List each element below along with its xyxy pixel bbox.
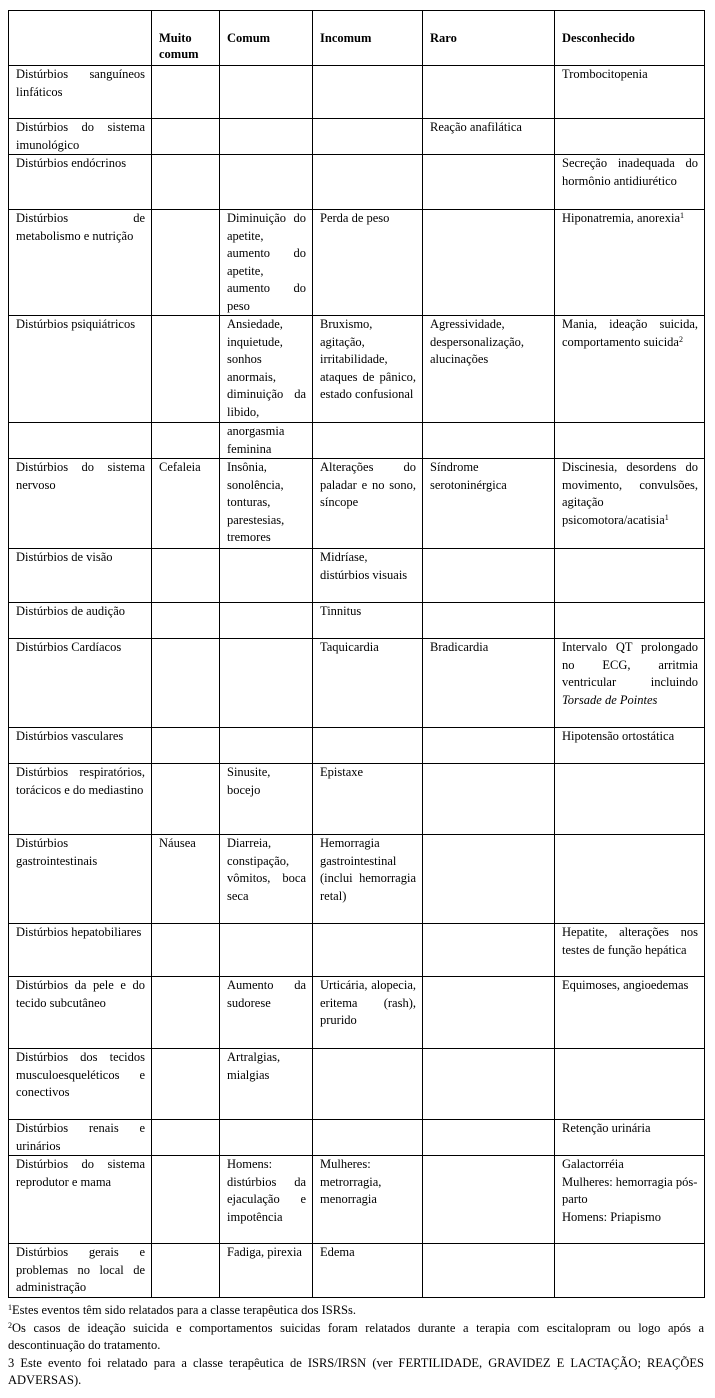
very-common-cell	[152, 66, 220, 119]
header-very-common: Muito comum	[152, 11, 220, 66]
common-cell	[220, 316, 313, 423]
cell-text: Distúrbios do sistema reprodutor e mama	[16, 1157, 145, 1189]
common-cell	[220, 155, 313, 210]
common-cell	[220, 977, 313, 1049]
table-row	[9, 835, 705, 924]
cell-text: Homens: distúrbios da ejaculação e impotência	[227, 1157, 306, 1224]
table-row	[9, 639, 705, 728]
footnote-number: 1	[8, 1303, 12, 1312]
footnote-marker: 1	[664, 512, 669, 522]
unknown-frequency-cell	[555, 924, 705, 977]
system-organ-class-cell	[9, 459, 152, 549]
uncommon-cell	[313, 1244, 423, 1298]
cell-text: Hipotensão ortostática	[562, 729, 675, 743]
unknown-frequency-cell	[555, 210, 705, 316]
cell-text: Diminuição do apetite, aumento do apetite, aumento do peso	[227, 211, 306, 313]
system-organ-class-cell	[9, 1120, 152, 1156]
unknown-frequency-cell	[555, 155, 705, 210]
cell-text: Epistaxe	[320, 765, 364, 779]
common-cell	[220, 1049, 313, 1120]
common-cell	[220, 66, 313, 119]
system-organ-class-cell	[9, 1244, 152, 1298]
cell-text: Discinesia, desordens do movimento, convulsões, agitação psicomotora/acatisia	[562, 460, 698, 527]
footnote-text: 3 Este evento foi relatado para a classe terapêutica de ISRS/IRSN (ver FERTILIDADE, GRAVIDEZ E LACTAÇÃO; REAÇÕES ADVERSAS).	[8, 1355, 704, 1387]
cell-text: Distúrbios gastrointestinais	[16, 836, 98, 868]
adverse-reactions-table	[8, 10, 705, 1298]
uncommon-cell	[313, 1156, 423, 1244]
cell-text: anorgasmia feminina	[227, 424, 285, 456]
very-common-cell	[152, 1120, 220, 1156]
common-cell	[220, 728, 313, 764]
unknown-frequency-cell	[555, 423, 705, 459]
very-common-cell	[152, 119, 220, 155]
cell-text: Edema	[320, 1245, 355, 1259]
very-common-cell	[152, 1049, 220, 1120]
table-row	[9, 1049, 705, 1120]
cell-text: Taquicardia	[320, 640, 379, 654]
system-organ-class-cell	[9, 316, 152, 423]
rare-cell	[423, 603, 555, 639]
cell-text: Aumento da sudorese	[227, 978, 306, 1010]
uncommon-cell	[313, 764, 423, 835]
cell-text: Reação anafilática	[430, 120, 522, 134]
very-common-cell	[152, 835, 220, 924]
cell-text: Mulheres: metrorragia, menorragia	[320, 1157, 382, 1206]
table-row	[9, 459, 705, 549]
uncommon-cell	[313, 549, 423, 603]
rare-cell	[423, 977, 555, 1049]
unknown-frequency-cell	[555, 835, 705, 924]
table-row	[9, 1120, 705, 1156]
cell-text: Secreção inadequada do hormônio antidiurético	[562, 156, 698, 188]
rare-cell	[423, 924, 555, 977]
very-common-cell	[152, 603, 220, 639]
common-cell	[220, 835, 313, 924]
common-cell	[220, 423, 313, 459]
uncommon-cell	[313, 1049, 423, 1120]
header-unknown: Desconhecido	[555, 11, 705, 66]
uncommon-cell	[313, 1120, 423, 1156]
footnote-text: Os casos de ideação suicida e comportamentos suicidas foram relatados durante a terapia com escitalopram ou logo após a descontinuação do tratamento.	[8, 1320, 704, 1352]
common-cell	[220, 210, 313, 316]
very-common-cell	[152, 924, 220, 977]
system-organ-class-cell	[9, 119, 152, 155]
unknown-frequency-cell	[555, 764, 705, 835]
italic-term: Torsade de Pointes	[562, 692, 658, 707]
cell-text: Bruxismo, agitação, irritabilidade, ataques de pânico, estado confusional	[320, 317, 416, 401]
cell-text: Náusea	[159, 836, 196, 850]
system-organ-class-cell	[9, 835, 152, 924]
rare-cell	[423, 639, 555, 728]
cell-text: Equimoses, angioedemas	[562, 978, 689, 992]
very-common-cell	[152, 1244, 220, 1298]
footnote-marker: 1	[680, 211, 685, 220]
common-cell	[220, 603, 313, 639]
very-common-cell	[152, 764, 220, 835]
cell-text: Distúrbios sanguíneos linfáticos	[16, 67, 145, 99]
cell-text: Perda de peso	[320, 211, 390, 225]
system-organ-class-cell	[9, 210, 152, 316]
table-header-row	[9, 11, 705, 66]
rare-cell	[423, 316, 555, 423]
uncommon-cell	[313, 66, 423, 119]
system-organ-class-cell	[9, 639, 152, 728]
cell-text: Hiponatremia, anorexia	[562, 211, 681, 225]
very-common-cell	[152, 316, 220, 423]
cell-text: Distúrbios Cardíacos	[16, 640, 122, 654]
rare-cell	[423, 423, 555, 459]
system-organ-class-cell	[9, 764, 152, 835]
cell-text: Distúrbios endócrinos	[16, 156, 127, 170]
footnote-number: 2	[8, 1320, 12, 1330]
table-row	[9, 119, 705, 155]
cell-text: Distúrbios de metabolismo e nutrição	[16, 211, 145, 243]
system-organ-class-cell	[9, 924, 152, 977]
cell-text: Trombocitopenia	[562, 67, 648, 81]
footnote	[8, 1302, 704, 1320]
very-common-cell	[152, 459, 220, 549]
cell-text: Diarreia, constipação, vômitos, boca seca	[227, 836, 306, 903]
uncommon-cell	[313, 977, 423, 1049]
very-common-cell	[152, 210, 220, 316]
rare-cell	[423, 1244, 555, 1298]
system-organ-class-cell	[9, 1156, 152, 1244]
rare-cell	[423, 66, 555, 119]
table-row	[9, 66, 705, 119]
cell-text: Alterações do paladar e no sono, síncope	[320, 460, 416, 509]
rare-cell	[423, 1156, 555, 1244]
unknown-frequency-cell	[555, 1049, 705, 1120]
very-common-cell	[152, 423, 220, 459]
table-row	[9, 549, 705, 603]
cell-line: Homens: Priapismo	[562, 1209, 661, 1224]
common-cell	[220, 1156, 313, 1244]
unknown-frequency-cell	[555, 119, 705, 155]
cell-text: Distúrbios do sistema nervoso	[16, 460, 145, 492]
common-cell	[220, 119, 313, 155]
unknown-frequency-cell	[555, 1244, 705, 1298]
table-row	[9, 155, 705, 210]
cell-text: Distúrbios psiquiátricos	[16, 317, 136, 331]
common-cell	[220, 764, 313, 835]
footnotes	[8, 1302, 704, 1390]
cell-text: Artralgias, mialgias	[227, 1050, 281, 1082]
very-common-cell	[152, 155, 220, 210]
table-row	[9, 977, 705, 1049]
table-row	[9, 603, 705, 639]
cell-text: Intervalo QT prolongado no ECG, arritmia ventricular incluindo	[562, 640, 698, 689]
cell-text: Tinnitus	[320, 604, 362, 618]
cell-line: Galactorréia	[562, 1157, 624, 1171]
rare-cell	[423, 119, 555, 155]
system-organ-class-cell	[9, 423, 152, 459]
cell-text: Agressividade, despersonalização, alucinações	[430, 317, 525, 366]
unknown-frequency-cell	[555, 1120, 705, 1156]
rare-cell	[423, 549, 555, 603]
cell-text: Distúrbios hepatobiliares	[16, 925, 142, 939]
uncommon-cell	[313, 603, 423, 639]
very-common-cell	[152, 549, 220, 603]
table-row	[9, 1156, 705, 1244]
cell-text: Distúrbios renais e urinários	[16, 1121, 145, 1153]
very-common-cell	[152, 977, 220, 1049]
cell-line: Mulheres: hemorragia pós-parto	[562, 1174, 698, 1206]
uncommon-cell	[313, 316, 423, 423]
footnote-text: Estes eventos têm sido relatados para a classe terapêutica dos ISRSs.	[12, 1303, 357, 1317]
rare-cell	[423, 1120, 555, 1156]
header-uncommon: Incomum	[313, 11, 423, 66]
common-cell	[220, 924, 313, 977]
table-row	[9, 728, 705, 764]
table-row	[9, 764, 705, 835]
uncommon-cell	[313, 210, 423, 316]
very-common-cell	[152, 1156, 220, 1244]
cell-text: Síndrome serotoninérgica	[430, 460, 507, 492]
unknown-frequency-cell	[555, 639, 705, 728]
uncommon-cell	[313, 728, 423, 764]
unknown-frequency-cell	[555, 728, 705, 764]
unknown-frequency-cell	[555, 459, 705, 549]
very-common-cell	[152, 639, 220, 728]
common-cell	[220, 1244, 313, 1298]
system-organ-class-cell	[9, 603, 152, 639]
header-system-class	[9, 11, 152, 66]
table-row	[9, 924, 705, 977]
cell-text: Hepatite, alterações nos testes de função hepática	[562, 925, 698, 957]
uncommon-cell	[313, 155, 423, 210]
system-organ-class-cell	[9, 977, 152, 1049]
cell-text: Distúrbios gerais e problemas no local de administração	[16, 1245, 145, 1294]
uncommon-cell	[313, 924, 423, 977]
footnote-marker: 2	[678, 334, 683, 344]
rare-cell	[423, 155, 555, 210]
unknown-frequency-cell	[555, 66, 705, 119]
rare-cell	[423, 728, 555, 764]
footnote	[8, 1355, 704, 1390]
unknown-frequency-cell	[555, 549, 705, 603]
table-row	[9, 316, 705, 423]
header-rare: Raro	[423, 11, 555, 66]
rare-cell	[423, 835, 555, 924]
system-organ-class-cell	[9, 549, 152, 603]
cell-text: Cefaleia	[159, 460, 201, 474]
cell-text: Distúrbios do sistema imunológico	[16, 120, 145, 152]
cell-text: Ansiedade, inquietude, sonhos anormais, diminuição da libido,	[227, 317, 306, 419]
cell-text: Distúrbios respiratórios, torácicos e do mediastino	[16, 765, 145, 797]
unknown-frequency-cell	[555, 1156, 705, 1244]
table-row	[9, 210, 705, 316]
uncommon-cell	[313, 835, 423, 924]
cell-text: Distúrbios vasculares	[16, 729, 124, 743]
common-cell	[220, 549, 313, 603]
rare-cell	[423, 459, 555, 549]
table-row	[9, 1244, 705, 1298]
cell-text: Distúrbios dos tecidos musculoesqueléticos e conectivos	[16, 1050, 145, 1099]
cell-text: Midríase, distúrbios visuais	[320, 550, 408, 582]
common-cell	[220, 639, 313, 728]
cell-text: Distúrbios de audição	[16, 604, 126, 618]
cell-text: Bradicardia	[430, 640, 489, 654]
rare-cell	[423, 1049, 555, 1120]
footnote	[8, 1320, 704, 1355]
unknown-frequency-cell	[555, 316, 705, 423]
cell-text: Fadiga, pirexia	[227, 1245, 302, 1259]
uncommon-cell	[313, 119, 423, 155]
common-cell	[220, 459, 313, 549]
system-organ-class-cell	[9, 66, 152, 119]
uncommon-cell	[313, 639, 423, 728]
cell-text: Retenção urinária	[562, 1121, 651, 1135]
header-common: Comum	[220, 11, 313, 66]
common-cell	[220, 1120, 313, 1156]
system-organ-class-cell	[9, 1049, 152, 1120]
cell-text: Mania, ideação suicida, comportamento suicida	[562, 317, 698, 349]
unknown-frequency-cell	[555, 603, 705, 639]
cell-text: Hemorragia gastrointestinal (inclui hemorragia retal)	[320, 836, 416, 903]
system-organ-class-cell	[9, 155, 152, 210]
cell-text: Distúrbios da pele e do tecido subcutâneo	[16, 978, 145, 1010]
cell-text: Sinusite, bocejo	[227, 765, 271, 797]
rare-cell	[423, 764, 555, 835]
cell-text: Insônia, sonolência, tonturas, parestesias, tremores	[227, 460, 285, 544]
system-organ-class-cell	[9, 728, 152, 764]
unknown-frequency-cell	[555, 977, 705, 1049]
uncommon-cell	[313, 459, 423, 549]
cell-text: Urticária, alopecia, eritema (rash), prurido	[320, 978, 416, 1027]
uncommon-cell	[313, 423, 423, 459]
rare-cell	[423, 210, 555, 316]
table-row	[9, 423, 705, 459]
very-common-cell	[152, 728, 220, 764]
cell-text: Distúrbios de visão	[16, 550, 113, 564]
